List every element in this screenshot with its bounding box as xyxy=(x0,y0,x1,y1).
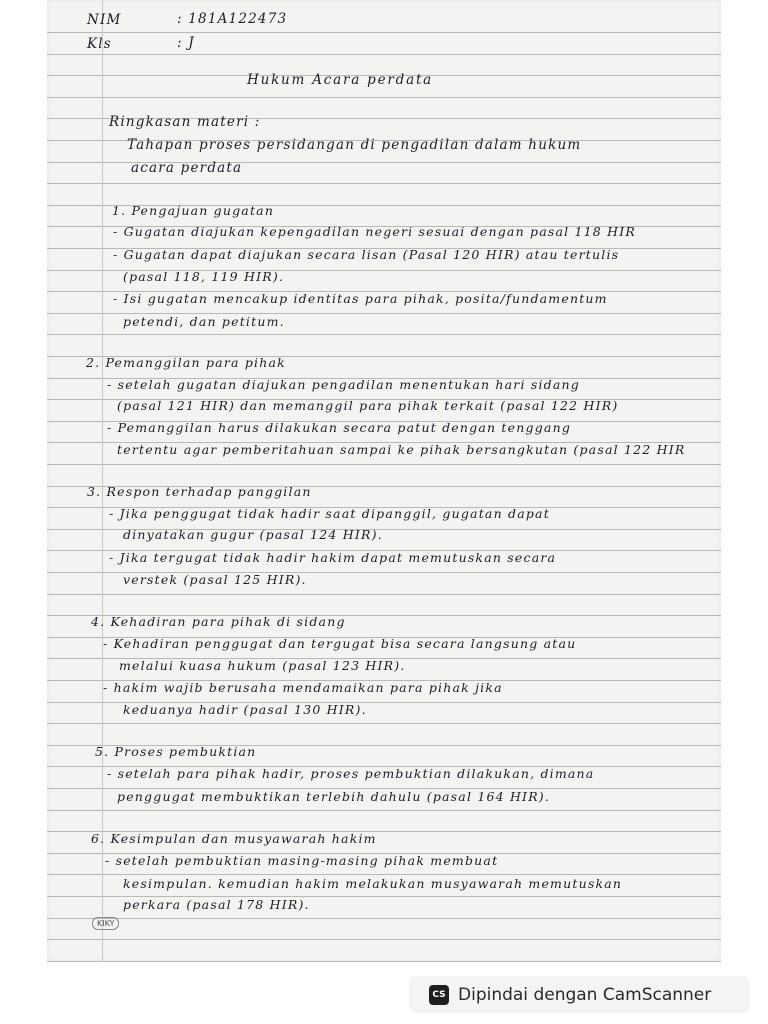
list-item: (pasal 121 HIR) dan memanggil para pihak terkait (pasal 122 HIR) xyxy=(117,398,619,413)
ruled-line xyxy=(47,961,721,962)
ruled-line xyxy=(47,54,721,55)
ruled-line xyxy=(47,464,721,465)
ruled-line xyxy=(47,810,721,811)
list-item: kesimpulan. kemudian hakim melakukan musyawarah memutuskan xyxy=(123,876,623,891)
list-item: - Kehadiran penggugat dan tergugat bisa secara langsung atau xyxy=(103,636,577,651)
ruled-line xyxy=(47,594,721,595)
list-item: - setelah pembuktian masing-masing pihak membuat xyxy=(105,853,499,868)
ruled-line xyxy=(47,334,721,335)
section-4-heading: 4. Kehadiran para pihak di sidang xyxy=(91,614,346,629)
section-6-heading: 6. Kesimpulan dan musyawarah hakim xyxy=(91,831,377,846)
list-item: tertentu agar pemberitahuan sampai ke pihak bersangkutan (pasal 122 HIR xyxy=(117,442,686,457)
margin-line xyxy=(102,0,103,962)
list-item: verstek (pasal 125 HIR). xyxy=(123,572,307,587)
section-3-heading: 3. Respon terhadap panggilan xyxy=(87,484,312,499)
ruled-line xyxy=(47,939,721,940)
summary-heading: Ringkasan materi : xyxy=(109,114,261,130)
list-item: - Gugatan diajukan kepengadilan negeri sesuai dengan pasal 118 HIR xyxy=(113,224,636,239)
nim-label: NIM xyxy=(87,12,122,28)
list-item: - Isi gugatan mencakup identitas para pihak, posita/fundamentum xyxy=(113,291,608,306)
notebook-brand-stamp: KIKY xyxy=(92,917,119,930)
section-1-heading: 1. Pengajuan gugatan xyxy=(112,203,275,218)
list-item: - setelah para pihak hadir, proses pembuktian dilakukan, dimana xyxy=(107,766,595,781)
list-item: - Pemanggilan harus dilakukan secara patut dengan tenggang xyxy=(107,420,572,435)
list-item: (pasal 118, 119 HIR). xyxy=(123,269,285,284)
page-title: Hukum Acara perdata xyxy=(247,72,434,88)
list-item: petendi, dan petitum. xyxy=(123,314,285,329)
ruled-line xyxy=(47,32,721,33)
ruled-line xyxy=(47,723,721,724)
list-item: - Gugatan dapat diajukan secara lisan (Pasal 120 HIR) atau tertulis xyxy=(113,247,620,262)
camscanner-logo-icon: CS xyxy=(429,985,449,1005)
kls-value: : J xyxy=(177,35,195,51)
summary-line-1: Tahapan proses persidangan di pengadilan dalam hukum xyxy=(127,137,582,153)
summary-line-2: acara perdata xyxy=(131,160,243,176)
list-item: penggugat membuktikan terlebih dahulu (pasal 164 HIR). xyxy=(117,789,551,804)
list-item: dinyatakan gugur (pasal 124 HIR). xyxy=(123,527,383,542)
camscanner-watermark xyxy=(409,976,750,1013)
notebook-page xyxy=(47,0,721,962)
nim-value: : 181A122473 xyxy=(177,11,288,27)
ruled-line xyxy=(47,183,721,184)
ruled-line xyxy=(47,97,721,98)
list-item: - Jika tergugat tidak hadir hakim dapat memutuskan secara xyxy=(109,550,557,565)
list-item: perkara (pasal 178 HIR). xyxy=(123,897,310,912)
list-item: - hakim wajib berusaha mendamaikan para pihak jika xyxy=(103,680,503,695)
camscanner-text: Dipindai dengan CamScanner xyxy=(458,984,712,1005)
list-item: - Jika penggugat tidak hadir saat dipanggil, gugatan dapat xyxy=(109,506,550,521)
section-5-heading: 5. Proses pembuktian xyxy=(95,744,257,759)
list-item: melalui kuasa hukum (pasal 123 HIR). xyxy=(119,658,406,673)
kls-label: Kls xyxy=(87,36,112,52)
ruled-line xyxy=(47,918,721,919)
list-item: keduanya hadir (pasal 130 HIR). xyxy=(123,702,367,717)
section-2-heading: 2. Pemanggilan para pihak xyxy=(86,355,286,370)
list-item: - setelah gugatan diajukan pengadilan menentukan hari sidang xyxy=(107,377,580,392)
